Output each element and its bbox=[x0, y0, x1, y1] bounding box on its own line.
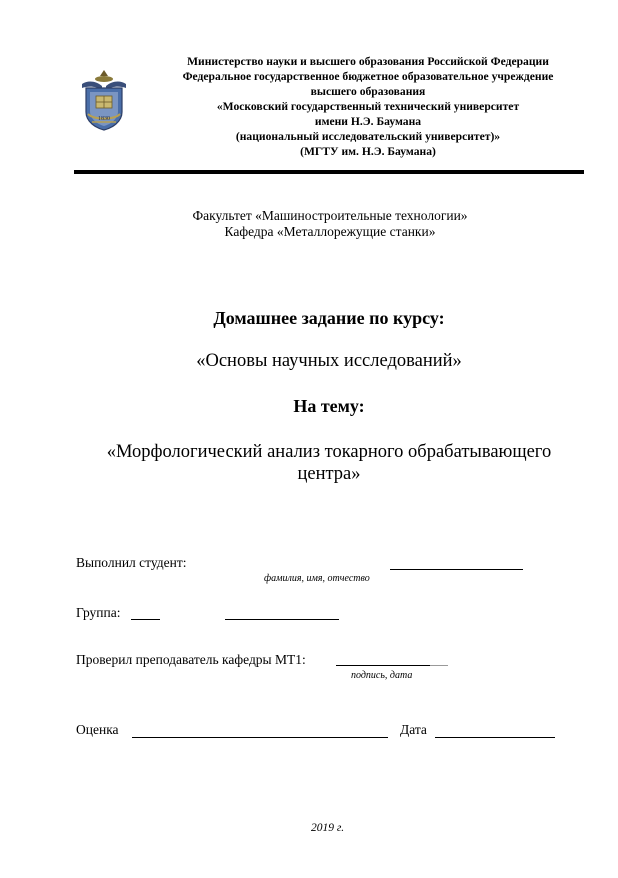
checked-caption: подпись, дата bbox=[351, 670, 413, 681]
topic-label: На тему: bbox=[293, 396, 365, 416]
group-field-short[interactable] bbox=[131, 619, 160, 620]
topic-line: центра» bbox=[297, 464, 361, 484]
group-field-long[interactable] bbox=[225, 619, 339, 620]
course-name: «Основы научных исследований» bbox=[196, 351, 462, 371]
grade-field[interactable] bbox=[132, 737, 388, 738]
checked-signature-tail bbox=[430, 665, 448, 666]
header-divider bbox=[74, 170, 584, 174]
department-line: Кафедра «Металлорежущие станки» bbox=[224, 224, 436, 239]
header-line: высшего образования bbox=[310, 85, 426, 98]
organization-header bbox=[140, 54, 596, 159]
faculty-line: Факультет «Машиностроительные технологии» bbox=[192, 208, 468, 223]
header-line: (национальный исследовательский университет)» bbox=[235, 130, 501, 143]
date-label: Дата bbox=[400, 722, 427, 737]
student-caption: фамилия, имя, отчество bbox=[264, 573, 370, 584]
header-line: «Московский государственный технический университет bbox=[216, 100, 520, 113]
date-field[interactable] bbox=[435, 737, 555, 738]
header-line: Министерство науки и высшего образования Российской Федерации bbox=[187, 55, 549, 68]
topic-line: «Морфологический анализ токарного обрабатывающего bbox=[106, 442, 552, 462]
emblem-year: 1830 bbox=[98, 116, 110, 122]
checked-label: Проверил преподаватель кафедры МТ1: bbox=[76, 652, 306, 667]
homework-title: Домашнее задание по курсу: bbox=[213, 308, 445, 328]
header-line: имени Н.Э. Баумана bbox=[314, 115, 422, 128]
header-line: Федеральное государственное бюджетное образовательное учреждение bbox=[182, 70, 554, 83]
faculty-block bbox=[70, 208, 590, 240]
header-line: (МГТУ им. Н.Э. Баумана) bbox=[300, 145, 436, 158]
university-emblem-icon bbox=[78, 68, 130, 132]
year-label: 2019 г. bbox=[311, 822, 345, 834]
checked-signature-field[interactable] bbox=[336, 665, 430, 666]
group-label: Группа: bbox=[76, 605, 121, 620]
topic-title bbox=[40, 441, 618, 485]
grade-label: Оценка bbox=[76, 722, 119, 737]
student-name-field[interactable] bbox=[390, 569, 523, 570]
student-label: Выполнил студент: bbox=[76, 555, 187, 570]
